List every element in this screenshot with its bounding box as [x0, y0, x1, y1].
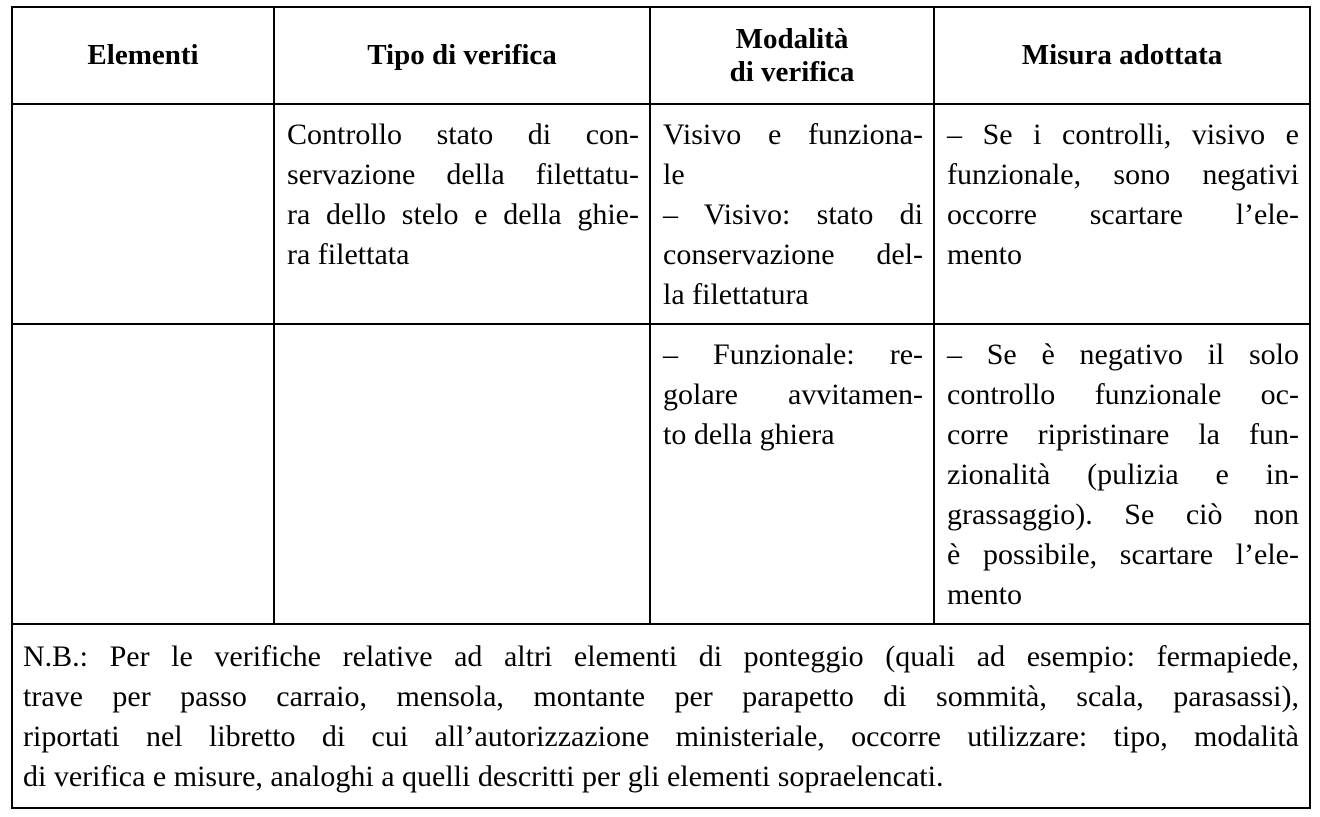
- text-line: ra dello stelo e della ghie-: [287, 198, 639, 231]
- cell-misura: [934, 104, 1310, 324]
- text-line: Controllo stato di con-: [287, 118, 639, 151]
- text-line: controllo funzionale oc-: [947, 378, 1299, 411]
- text-line: golare avvitamen-: [663, 378, 923, 411]
- text-line: grassaggio). Se ciò non: [947, 498, 1299, 531]
- cell-tipo: [274, 104, 650, 324]
- text-line: N.B.: Per le verifiche relative ad altri elementi di ponteggio (quali ad esempio: fermapiede,: [23, 640, 1299, 673]
- text-line: funzionale, sono negativi: [947, 158, 1299, 191]
- cell-modalita: [650, 104, 934, 324]
- cell-tipo: [274, 324, 650, 624]
- cell-misura: [934, 324, 1310, 624]
- header-row: [12, 7, 1310, 104]
- text-line: è possibile, scartare l’ele-: [947, 538, 1299, 571]
- text-line: mento: [947, 238, 1022, 271]
- cell-modalita: [650, 324, 934, 624]
- table-row: [12, 104, 1310, 324]
- text-line: riportati nel libretto di cui all’autorizzazione ministeriale, occorre utilizzare: tipo, modalità: [23, 720, 1299, 753]
- header-tipo-di-verifica: Tipo di verifica: [274, 7, 650, 104]
- text-line: – Se i controlli, visivo e: [947, 118, 1299, 151]
- text-line: – Visivo: stato di: [663, 198, 923, 231]
- header-misura-adottata: Misura adottata: [934, 7, 1310, 104]
- text-line: to della ghiera: [663, 418, 835, 451]
- text-line: corre ripristinare la fun-: [947, 418, 1299, 451]
- text-line: servazione della filettatu-: [287, 158, 639, 191]
- cell-elementi: [12, 324, 274, 624]
- header-elementi: Elementi: [12, 7, 274, 104]
- header-modalita-di-verifica: Modalità di verifica: [650, 7, 934, 104]
- text-line: le: [663, 158, 685, 191]
- text-line: di verifica e misure, analoghi a quelli descritti per gli elementi sopraelencati.: [23, 760, 944, 793]
- text-line: conservazione del-: [663, 238, 923, 271]
- verification-table: [11, 6, 1311, 809]
- text-line: occorre scartare l’ele-: [947, 198, 1299, 231]
- text-line: – Se è negativo il solo: [947, 338, 1299, 371]
- cell-elementi: [12, 104, 274, 324]
- text-line: la filettatura: [663, 278, 809, 311]
- note-cell: [12, 624, 1310, 808]
- text-line: ra filettata: [287, 238, 410, 271]
- text-line: trave per passo carraio, mensola, montante per parapetto di sommità, scala, parasassi),: [23, 680, 1299, 713]
- text-line: – Funzionale: re-: [663, 338, 923, 371]
- text-line: mento: [947, 578, 1022, 611]
- table-row: [12, 324, 1310, 624]
- note-row: [12, 624, 1310, 808]
- text-line: Visivo e funziona-: [663, 118, 923, 151]
- text-line: zionalità (pulizia e in-: [947, 458, 1299, 491]
